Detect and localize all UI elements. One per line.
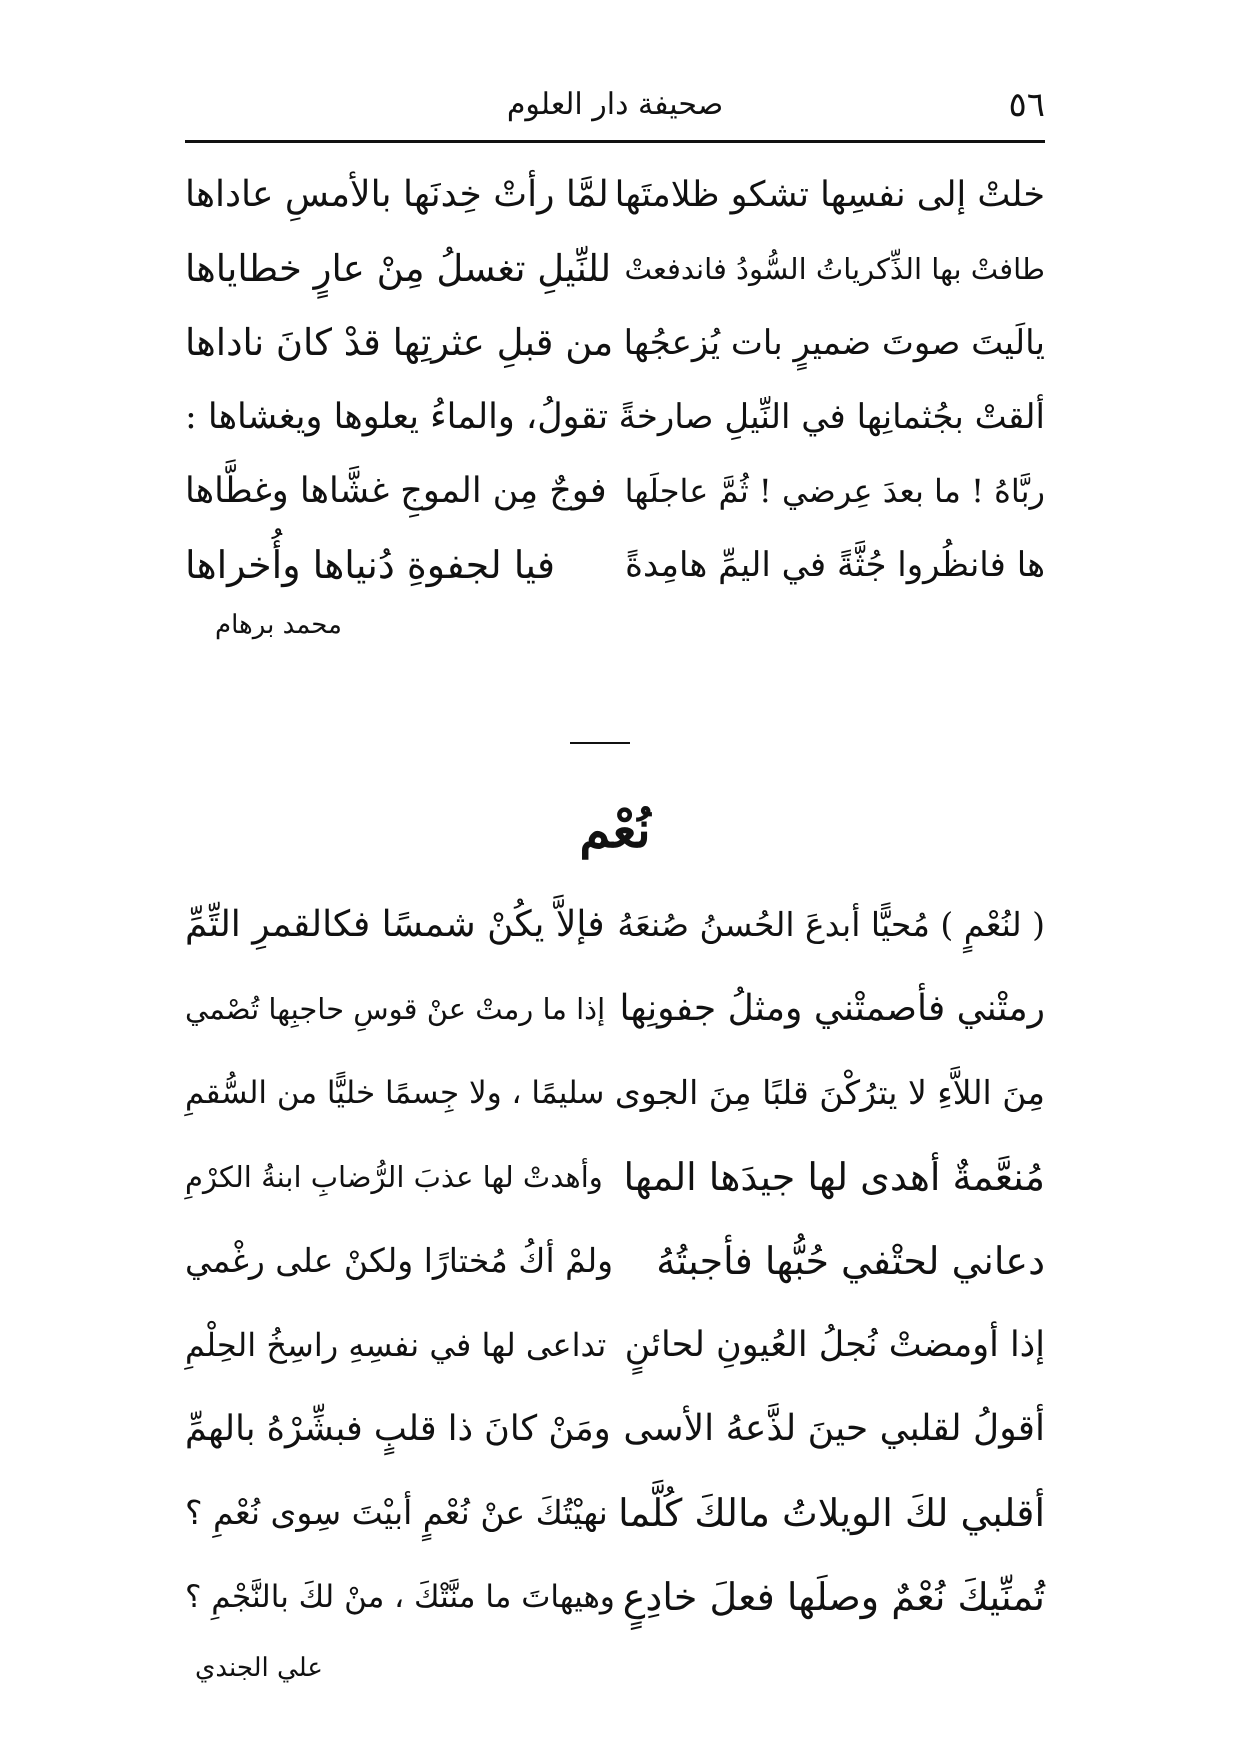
hemistich-first: طافتْ بها الذِّكرياتُ السُّودُ فاندفعتْ — [624, 252, 1045, 286]
header-rule — [185, 140, 1045, 143]
hemistich-second: وأهدتْ لها عذبَ الرُّضابِ ابنةُ الكرْمِ — [185, 1160, 603, 1194]
hemistich-first: أقولُ لقلبي حينَ لذَّعهُ الأسى — [623, 1408, 1045, 1449]
hemistich-second: من قبلِ عثرتِها قدْ كانَ ناداها — [185, 321, 614, 364]
verse — [185, 1226, 1045, 1296]
verse — [185, 1310, 1045, 1380]
hemistich-second: تداعى لها في نفسِهِ راسِخُ الحِلْمِ — [185, 1326, 607, 1364]
hemistich-second: إذا ما رمتْ عنْ قوسِ حاجبِها تُصْمي — [185, 992, 606, 1026]
hemistich-second: تقولُ، والماءُ يعلوها ويغشاها : — [185, 397, 609, 437]
verse — [185, 234, 1045, 304]
hemistich-first: ألقتْ بجُثمانِها في النِّيلِ صارخةً — [618, 397, 1045, 437]
hemistich-first: خلتْ إلى نفسِها تشكو ظلامتَها — [614, 175, 1045, 215]
journal-title: صحيفة دار العلوم — [506, 87, 724, 122]
hemistich-second: وهيهاتَ ما منَّتْكَ ، منْ لكَ بالنَّجْمِ ؟ — [185, 1579, 615, 1615]
verse — [185, 530, 1045, 600]
hemistich-first: ها فانظُروا جُثَّةً في اليمِّ هامِدةً — [625, 545, 1045, 585]
hemistich-first: رمتْني فأصمتْني ومثلُ جفونِها — [619, 988, 1045, 1029]
hemistich-second: للنِّيلِ تغسلُ مِنْ عارٍ خطاياها — [185, 247, 612, 290]
hemistich-first: ربَّاهُ ! ما بعدَ عِرضي ! ثُمَّ عاجلَها — [624, 472, 1045, 510]
poem-2-title: نُعْم — [579, 800, 651, 859]
section-separator — [570, 742, 630, 744]
hemistich-first: تُمنِّيكَ نُعْمٌ وصلَها فعلَ خادِعٍ — [622, 1575, 1045, 1619]
hemistich-second: فوجٌ مِن الموجِ غشَّاها وغطَّاها — [185, 471, 607, 511]
verse — [185, 890, 1045, 960]
verse — [185, 1058, 1045, 1128]
hemistich-second: فإلاَّ يكُنْ شمسًا فكالقمرِ التِّمِّ — [185, 904, 605, 945]
hemistich-second: ولمْ أكُ مُختارًا ولكنْ على رغْمي — [185, 1241, 614, 1280]
hemistich-second: فيا لجفوةِ دُنياها وأُخراها — [185, 543, 556, 587]
poem-1 — [185, 150, 1045, 670]
verse — [185, 1478, 1045, 1548]
verse — [185, 1142, 1045, 1212]
hemistich-second: سليمًا ، ولا جِسمًا خليًّا من السُّقمِ — [185, 1075, 605, 1111]
verse — [185, 308, 1045, 378]
verse — [185, 160, 1045, 230]
verse — [185, 974, 1045, 1044]
hemistich-second: نهيْتُكَ عنْ نُعْمٍ أبيْتَ سِوى نُعْمِ ؟ — [185, 1493, 608, 1532]
hemistich-second: لمَّا رأتْ خِدنَها بالأمسِ عاداها — [185, 174, 609, 215]
hemistich-first: أقلبي لكَ الويلاتُ مالكَ كُلَّما — [618, 1491, 1045, 1535]
page-number: ٥٦ — [1008, 85, 1045, 125]
hemistich-first: مُنعَّمةٌ أهدى لها جيدَها المها — [623, 1155, 1045, 1199]
hemistich-first: مِنَ اللاَّءِ لا يترُكْنَ قلبًا مِنَ الجوى — [614, 1073, 1045, 1112]
page-header — [185, 82, 1045, 128]
hemistich-first: ( لنُعْمٍ ) مُحيًّا أبدعَ الحُسنُ صُنعَهُ — [617, 905, 1045, 944]
poem-2-author: علي الجندي — [195, 1653, 323, 1683]
verse — [185, 456, 1045, 526]
verse — [185, 1394, 1045, 1464]
hemistich-first: إذا أومضتْ نُجلُ العُيونِ لحائنٍ — [624, 1325, 1045, 1365]
poem-2 — [185, 890, 1045, 1710]
verse — [185, 1562, 1045, 1632]
hemistich-second: ومَنْ كانَ ذا قلبٍ فبشِّرْهُ بالهمِّ — [185, 1409, 611, 1449]
verse — [185, 382, 1045, 452]
poem-1-author: محمد برهام — [215, 610, 342, 640]
hemistich-first: يالَيتَ صوتَ ضميرٍ بات يُزعجُها — [623, 323, 1045, 363]
hemistich-first: دعاني لحتْفي حُبُّها فأجبتُهُ — [656, 1239, 1045, 1283]
